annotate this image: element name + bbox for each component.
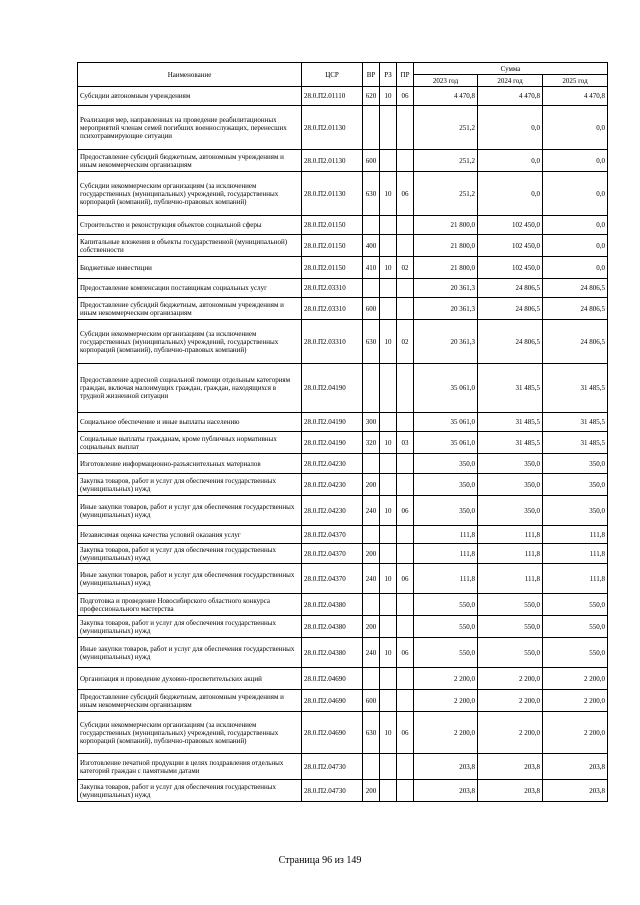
page-number: Страница 96 из 149 (278, 855, 362, 866)
row-sum-2023: 4 470,8 (414, 87, 478, 106)
row-rz: 10 (380, 172, 397, 216)
row-rz (380, 235, 397, 257)
table-row (78, 474, 608, 496)
row-pr (397, 216, 414, 235)
table-row (78, 544, 608, 564)
row-pr: 02 (397, 257, 414, 279)
row-pr: 02 (397, 320, 414, 364)
row-name: Закупка товаров, работ и услуг для обеспечения государственных (муниципальных) нужд (78, 474, 302, 496)
row-vr (363, 454, 380, 474)
row-sum-2025: 0,0 (543, 172, 608, 216)
row-csr: 28.0.П2.04230 (302, 496, 363, 526)
row-rz (380, 150, 397, 172)
header-pr: ПР (397, 63, 414, 87)
row-name: Предоставление субсидий бюджетным, автономным учреждениям и иным некоммерческим организациям (78, 690, 302, 712)
row-name: Социальные выплаты гражданам, кроме публичных нормативных социальных выплат (78, 432, 302, 454)
row-pr (397, 474, 414, 496)
header-sum: Сумма (414, 63, 608, 75)
row-sum-2024: 31 485,5 (478, 413, 543, 432)
row-name: Субсидии некоммерческим организациям (за исключением государственных (муниципальных) учреждений, государственных корпораций (компаний), публично-правовых компаний) (78, 320, 302, 364)
table-row (78, 150, 608, 172)
row-rz: 10 (380, 87, 397, 106)
row-sum-2024: 2 200,0 (478, 690, 543, 712)
row-sum-2023: 35 061,0 (414, 432, 478, 454)
row-pr (397, 594, 414, 616)
row-rz: 10 (380, 564, 397, 594)
row-sum-2025: 350,0 (543, 496, 608, 526)
row-sum-2023: 2 200,0 (414, 690, 478, 712)
row-name: Иные закупки товаров, работ и услуг для обеспечения государственных (муниципальных) нужд (78, 638, 302, 668)
row-sum-2024: 550,0 (478, 594, 543, 616)
row-vr: 240 (363, 564, 380, 594)
row-vr: 300 (363, 413, 380, 432)
row-rz (380, 616, 397, 638)
header-year-2025: 2025 год (543, 75, 608, 87)
row-sum-2023: 35 061,0 (414, 413, 478, 432)
row-sum-2025: 0,0 (543, 235, 608, 257)
row-csr: 28.0.П2.01150 (302, 257, 363, 279)
row-sum-2024: 203,8 (478, 754, 543, 780)
row-sum-2023: 35 061,0 (414, 364, 478, 413)
row-sum-2024: 111,8 (478, 564, 543, 594)
row-pr (397, 150, 414, 172)
row-name: Закупка товаров, работ и услуг для обеспечения государственных (муниципальных) нужд (78, 544, 302, 564)
row-sum-2025: 31 485,5 (543, 364, 608, 413)
row-rz (380, 526, 397, 544)
row-name: Бюджетные инвестиции (78, 257, 302, 279)
row-pr: 06 (397, 496, 414, 526)
table-row (78, 594, 608, 616)
header-year-2023: 2023 год (414, 75, 478, 87)
row-vr: 600 (363, 690, 380, 712)
row-csr: 28.0.П2.01150 (302, 235, 363, 257)
row-csr: 28.0.П2.01130 (302, 172, 363, 216)
row-sum-2024: 0,0 (478, 106, 543, 150)
row-sum-2024: 31 485,5 (478, 364, 543, 413)
row-rz (380, 690, 397, 712)
table-row (78, 106, 608, 150)
row-sum-2024: 350,0 (478, 454, 543, 474)
row-rz (380, 754, 397, 780)
row-vr (363, 364, 380, 413)
row-pr: 06 (397, 564, 414, 594)
row-csr: 28.0.П2.01150 (302, 216, 363, 235)
row-sum-2023: 21 800,0 (414, 257, 478, 279)
row-sum-2023: 251,2 (414, 150, 478, 172)
row-rz (380, 364, 397, 413)
row-pr: 06 (397, 712, 414, 754)
row-pr (397, 754, 414, 780)
table-row (78, 172, 608, 216)
row-sum-2024: 111,8 (478, 526, 543, 544)
row-vr: 240 (363, 496, 380, 526)
row-vr (363, 526, 380, 544)
row-csr: 28.0.П2.03310 (302, 298, 363, 320)
row-vr: 200 (363, 474, 380, 496)
row-rz (380, 279, 397, 298)
row-sum-2024: 111,8 (478, 544, 543, 564)
row-sum-2024: 0,0 (478, 172, 543, 216)
row-sum-2025: 550,0 (543, 594, 608, 616)
row-csr: 28.0.П2.04370 (302, 544, 363, 564)
row-sum-2024: 203,8 (478, 780, 543, 802)
row-vr: 630 (363, 172, 380, 216)
row-sum-2023: 21 800,0 (414, 235, 478, 257)
row-sum-2024: 24 806,5 (478, 298, 543, 320)
table-row (78, 780, 608, 802)
table-body (78, 87, 608, 802)
row-vr (363, 594, 380, 616)
row-csr: 28.0.П2.04190 (302, 432, 363, 454)
row-csr: 28.0.П2.04690 (302, 690, 363, 712)
row-sum-2025: 111,8 (543, 544, 608, 564)
table-row (78, 432, 608, 454)
row-vr: 620 (363, 87, 380, 106)
row-sum-2023: 2 200,0 (414, 668, 478, 690)
row-sum-2023: 251,2 (414, 172, 478, 216)
row-name: Предоставление субсидий бюджетным, автономным учреждениям и иным некоммерческим организациям (78, 150, 302, 172)
row-rz (380, 474, 397, 496)
row-pr (397, 454, 414, 474)
row-sum-2023: 111,8 (414, 564, 478, 594)
row-pr: 06 (397, 172, 414, 216)
row-sum-2024: 4 470,8 (478, 87, 543, 106)
row-sum-2024: 550,0 (478, 638, 543, 668)
row-pr (397, 279, 414, 298)
row-sum-2023: 350,0 (414, 474, 478, 496)
row-rz: 10 (380, 638, 397, 668)
row-rz (380, 780, 397, 802)
row-sum-2023: 21 800,0 (414, 216, 478, 235)
row-pr (397, 668, 414, 690)
row-sum-2023: 550,0 (414, 594, 478, 616)
row-sum-2025: 2 200,0 (543, 668, 608, 690)
row-name: Предоставление субсидий бюджетным, автономным учреждениям и иным некоммерческим организациям (78, 298, 302, 320)
row-vr: 600 (363, 298, 380, 320)
row-name: Закупка товаров, работ и услуг для обеспечения государственных (муниципальных) нужд (78, 780, 302, 802)
row-name: Субсидии некоммерческим организациям (за исключением государственных (муниципальных) учреждений, государственных корпораций (компаний), публично-правовых компаний) (78, 172, 302, 216)
row-pr (397, 364, 414, 413)
row-name: Капитальные вложения в объекты государственной (муниципальной) собственности (78, 235, 302, 257)
row-vr: 240 (363, 638, 380, 668)
row-sum-2023: 203,8 (414, 780, 478, 802)
table-row (78, 668, 608, 690)
row-rz (380, 544, 397, 564)
row-pr (397, 544, 414, 564)
row-vr: 200 (363, 544, 380, 564)
row-csr: 28.0.П2.04230 (302, 474, 363, 496)
table-row (78, 754, 608, 780)
row-name: Организация и проведение духовно-просветительских акций (78, 668, 302, 690)
row-name: Изготовление печатной продукции в целях поздравления отдельных категорий граждан с памятными датами (78, 754, 302, 780)
row-rz (380, 216, 397, 235)
row-rz: 10 (380, 432, 397, 454)
row-sum-2025: 203,8 (543, 780, 608, 802)
row-sum-2025: 2 200,0 (543, 712, 608, 754)
row-pr (397, 298, 414, 320)
row-sum-2025: 111,8 (543, 526, 608, 544)
row-sum-2023: 550,0 (414, 638, 478, 668)
row-sum-2024: 350,0 (478, 496, 543, 526)
row-sum-2023: 2 200,0 (414, 712, 478, 754)
row-vr (363, 216, 380, 235)
row-sum-2025: 0,0 (543, 216, 608, 235)
table-row (78, 496, 608, 526)
row-sum-2023: 20 361,3 (414, 279, 478, 298)
row-sum-2024: 2 200,0 (478, 712, 543, 754)
row-sum-2025: 550,0 (543, 638, 608, 668)
row-csr: 28.0.П2.01110 (302, 87, 363, 106)
row-csr: 28.0.П2.03310 (302, 320, 363, 364)
row-csr: 28.0.П2.04370 (302, 526, 363, 544)
table-row (78, 235, 608, 257)
row-csr: 28.0.П2.04230 (302, 454, 363, 474)
row-rz (380, 106, 397, 150)
row-name: Изготовление информационно-разъяснительных материалов (78, 454, 302, 474)
row-sum-2024: 550,0 (478, 616, 543, 638)
row-name: Независимая оценка качества условий оказания услуг (78, 526, 302, 544)
row-sum-2024: 102 450,0 (478, 216, 543, 235)
row-name: Иные закупки товаров, работ и услуг для обеспечения государственных (муниципальных) нужд (78, 496, 302, 526)
row-vr (363, 106, 380, 150)
row-csr: 28.0.П2.04380 (302, 616, 363, 638)
row-vr: 200 (363, 616, 380, 638)
row-csr: 28.0.П2.04380 (302, 638, 363, 668)
row-pr (397, 106, 414, 150)
table-row (78, 320, 608, 364)
row-sum-2025: 550,0 (543, 616, 608, 638)
row-name: Закупка товаров, работ и услуг для обеспечения государственных (муниципальных) нужд (78, 616, 302, 638)
row-csr: 28.0.П2.01130 (302, 106, 363, 150)
row-vr: 200 (363, 780, 380, 802)
row-sum-2023: 203,8 (414, 754, 478, 780)
row-pr (397, 413, 414, 432)
table-row (78, 564, 608, 594)
row-pr (397, 526, 414, 544)
row-csr: 28.0.П2.04190 (302, 364, 363, 413)
row-sum-2024: 31 485,5 (478, 432, 543, 454)
row-sum-2024: 24 806,5 (478, 279, 543, 298)
row-sum-2023: 251,2 (414, 106, 478, 150)
row-pr (397, 690, 414, 712)
row-sum-2023: 111,8 (414, 526, 478, 544)
row-sum-2025: 111,8 (543, 564, 608, 594)
row-vr: 630 (363, 712, 380, 754)
table-row (78, 87, 608, 106)
row-name: Субсидии некоммерческим организациям (за исключением государственных (муниципальных) учреждений, государственных корпораций (компаний), публично-правовых компаний) (78, 712, 302, 754)
row-rz (380, 413, 397, 432)
row-rz (380, 594, 397, 616)
row-sum-2024: 2 200,0 (478, 668, 543, 690)
row-sum-2025: 24 806,5 (543, 320, 608, 364)
row-sum-2025: 2 200,0 (543, 690, 608, 712)
row-sum-2025: 350,0 (543, 474, 608, 496)
row-csr: 28.0.П2.03310 (302, 279, 363, 298)
row-sum-2023: 111,8 (414, 544, 478, 564)
row-csr: 28.0.П2.04730 (302, 754, 363, 780)
row-name: Подготовка и проведение Новосибирского областного конкурса профессионального мастерства (78, 594, 302, 616)
row-vr (363, 279, 380, 298)
row-sum-2023: 350,0 (414, 496, 478, 526)
row-name: Иные закупки товаров, работ и услуг для обеспечения государственных (муниципальных) нужд (78, 564, 302, 594)
row-rz: 10 (380, 712, 397, 754)
row-vr: 400 (363, 235, 380, 257)
row-pr (397, 616, 414, 638)
table-row (78, 364, 608, 413)
row-sum-2023: 550,0 (414, 616, 478, 638)
row-sum-2024: 102 450,0 (478, 257, 543, 279)
header-name: Наименование (78, 63, 302, 87)
table-row (78, 257, 608, 279)
table-row (78, 279, 608, 298)
table-row (78, 413, 608, 432)
row-rz: 10 (380, 257, 397, 279)
row-sum-2025: 4 470,8 (543, 87, 608, 106)
row-name: Субсидии автономным учреждениям (78, 87, 302, 106)
row-sum-2025: 31 485,5 (543, 413, 608, 432)
row-name: Реализация мер, направленных на проведение реабилитационных мероприятий членам семей погибших военнослужащих, перенесших психотравмирующие ситуации (78, 106, 302, 150)
row-vr: 600 (363, 150, 380, 172)
row-vr: 410 (363, 257, 380, 279)
row-name: Предоставление адресной социальной помощи отдельным категориям граждан, включая малоимущих граждан, граждан, находящихся в трудной жизненной ситуации (78, 364, 302, 413)
header-csr: ЦСР (302, 63, 363, 87)
row-vr (363, 668, 380, 690)
row-sum-2023: 350,0 (414, 454, 478, 474)
table-row (78, 298, 608, 320)
row-sum-2023: 20 361,3 (414, 320, 478, 364)
table-row (78, 638, 608, 668)
row-name: Предоставление компенсации поставщикам социальных услуг (78, 279, 302, 298)
row-csr: 28.0.П2.04690 (302, 712, 363, 754)
budget-table (77, 62, 608, 802)
row-pr (397, 235, 414, 257)
row-sum-2024: 0,0 (478, 150, 543, 172)
row-sum-2025: 24 806,5 (543, 298, 608, 320)
row-csr: 28.0.П2.01130 (302, 150, 363, 172)
header-vr: ВР (363, 63, 380, 87)
row-sum-2025: 24 806,5 (543, 279, 608, 298)
row-csr: 28.0.П2.04730 (302, 780, 363, 802)
row-pr: 06 (397, 87, 414, 106)
row-vr: 630 (363, 320, 380, 364)
row-pr: 03 (397, 432, 414, 454)
row-sum-2025: 0,0 (543, 106, 608, 150)
row-csr: 28.0.П2.04690 (302, 668, 363, 690)
row-name: Социальное обеспечение и иные выплаты населению (78, 413, 302, 432)
row-csr: 28.0.П2.04190 (302, 413, 363, 432)
row-name: Строительство и реконструкция объектов социальной сферы (78, 216, 302, 235)
table-row (78, 690, 608, 712)
table-row (78, 454, 608, 474)
row-pr: 06 (397, 638, 414, 668)
row-vr (363, 754, 380, 780)
header-rz: РЗ (380, 63, 397, 87)
table-row (78, 616, 608, 638)
row-rz (380, 454, 397, 474)
row-vr: 320 (363, 432, 380, 454)
row-rz (380, 298, 397, 320)
table-row (78, 216, 608, 235)
row-rz: 10 (380, 320, 397, 364)
header-year-2024: 2024 год (478, 75, 543, 87)
row-sum-2024: 24 806,5 (478, 320, 543, 364)
row-pr (397, 780, 414, 802)
row-sum-2025: 350,0 (543, 454, 608, 474)
row-csr: 28.0.П2.04370 (302, 564, 363, 594)
row-sum-2024: 350,0 (478, 474, 543, 496)
row-sum-2025: 0,0 (543, 257, 608, 279)
row-sum-2025: 31 485,5 (543, 432, 608, 454)
row-sum-2025: 203,8 (543, 754, 608, 780)
row-rz (380, 668, 397, 690)
row-rz: 10 (380, 496, 397, 526)
table-row (78, 712, 608, 754)
table-row (78, 526, 608, 544)
row-sum-2023: 20 361,3 (414, 298, 478, 320)
row-csr: 28.0.П2.04380 (302, 594, 363, 616)
row-sum-2024: 102 450,0 (478, 235, 543, 257)
row-sum-2025: 0,0 (543, 150, 608, 172)
